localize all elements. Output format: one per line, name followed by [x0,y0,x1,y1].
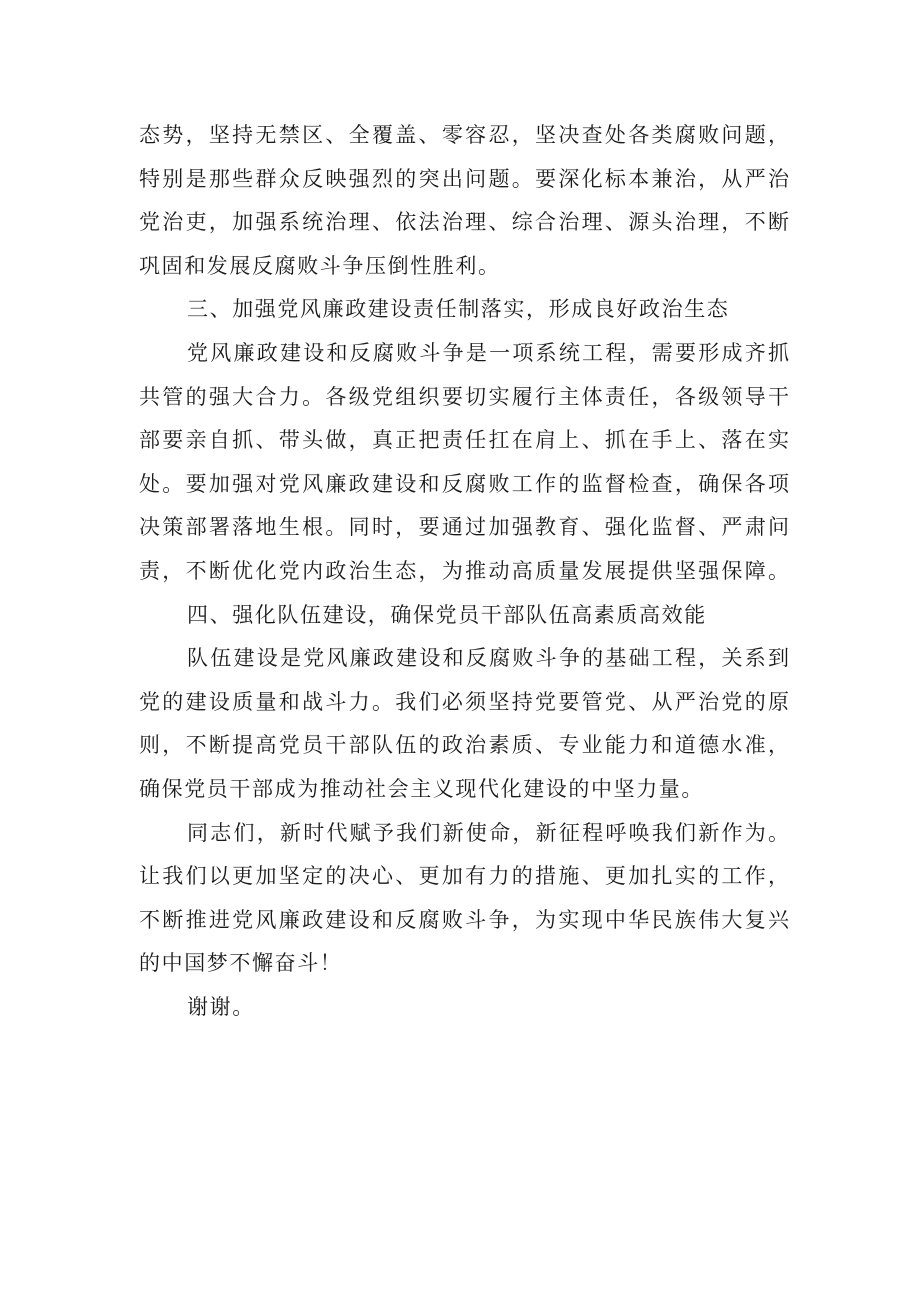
section-heading-4: 四、强化队伍建设，确保党员干部队伍高素质高效能 [187,602,707,627]
paragraph-line: 的中国梦不懈奋斗！ [139,951,343,976]
paragraph-line: 则，不断提高党员干部队伍的政治素质、专业能力和道德水准， [139,733,789,758]
paragraph-line: 部要亲自抓、带头做，真正把责任扛在肩上、抓在手上、落在实 [139,428,789,453]
paragraph-line: 让我们以更加坚定的决心、更加有力的措施、更加扎实的工作， [139,864,789,889]
paragraph-line: 不断推进党风廉政建设和反腐败斗争，为实现中华民族伟大复兴 [139,907,789,932]
closing-thanks: 谢谢。 [187,994,255,1019]
section-heading-3: 三、加强党风廉政建设责任制落实，形成良好政治生态 [187,297,730,322]
paragraph-line: 同志们，新时代赋予我们新使命，新征程呼唤我们新作为。 [187,820,789,845]
paragraph-line: 确保党员干部成为推动社会主义现代化建设的中坚力量。 [139,776,704,801]
speech-body [139,114,789,1029]
paragraph-line: 决策部署落地生根。同时，要通过加强教育、强化监督、严肃问 [139,515,789,540]
paragraph-line: 态势，坚持无禁区、全覆盖、零容忍，坚决查处各类腐败问题， [139,123,789,147]
paragraph-line: 巩固和发展反腐败斗争压倒性胜利。 [139,253,501,278]
paragraph-line: 党治吏，加强系统治理、依法治理、综合治理、源头治理，不断 [139,210,789,235]
paragraph-line: 队伍建设是党风廉政建设和反腐败斗争的基础工程，关系到 [187,646,789,671]
paragraph-line: 党的建设质量和战斗力。我们必须坚持党要管党、从严治党的原 [139,689,789,714]
paragraph-line: 责，不断优化党内政治生态，为推动高质量发展提供坚强保障。 [139,558,789,583]
paragraph-line: 党风廉政建设和反腐败斗争是一项系统工程，需要形成齐抓 [187,340,789,365]
paragraph-line: 共管的强大合力。各级党组织要切实履行主体责任，各级领导干 [139,384,789,409]
paragraph-line: 特别是那些群众反映强烈的突出问题。要深化标本兼治，从严治 [139,166,789,191]
paragraph-line: 处。要加强对党风廉政建设和反腐败工作的监督检查，确保各项 [139,471,789,496]
